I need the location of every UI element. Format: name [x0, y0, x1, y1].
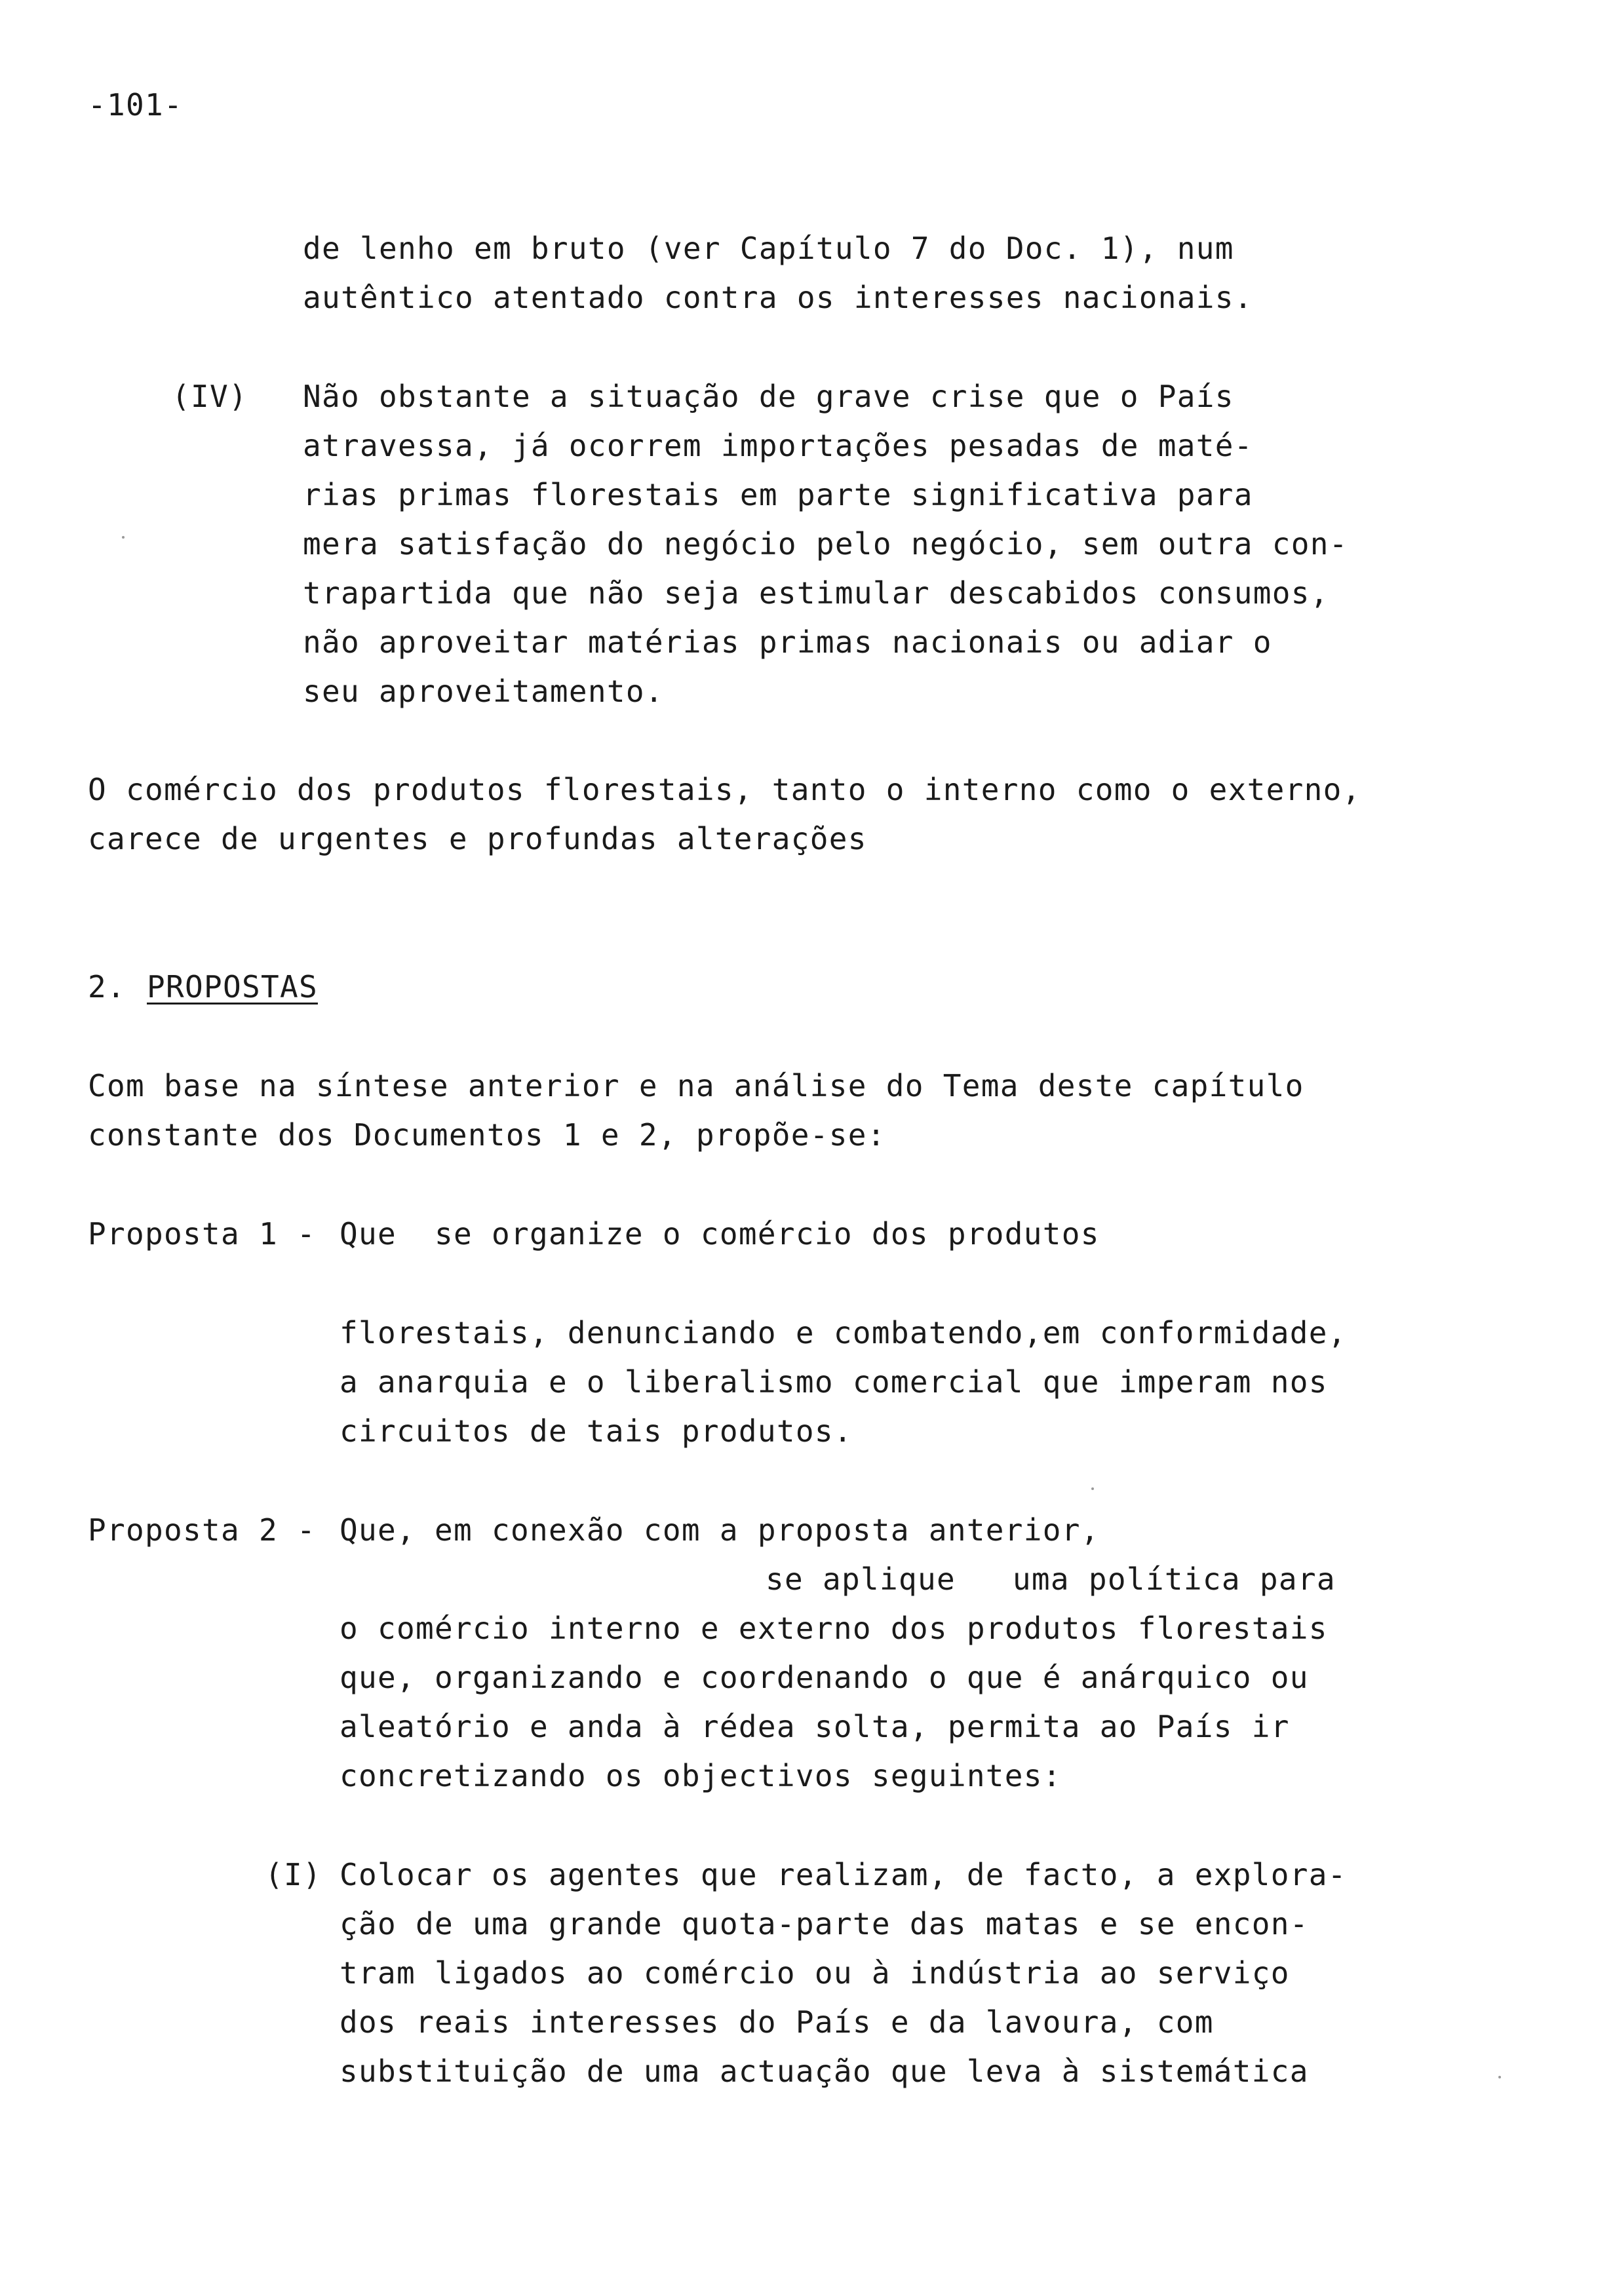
continuation-line: de lenho em bruto (ver Capítulo 7 do Doc. 1), num: [303, 231, 1234, 266]
continuation-line: autêntico atentado contra os interesses nacionais.: [303, 280, 1253, 315]
item-line: Não obstante a situação de grave crise que o País: [303, 379, 1234, 414]
scan-speck: [1498, 2076, 1501, 2078]
scan-speck: [122, 536, 125, 539]
proposal-line: Que se organize o comércio dos produtos: [340, 1216, 1100, 1252]
proposal-line: Que, em conexão com a proposta anterior,: [340, 1512, 1100, 1548]
page-number: -101-: [88, 87, 183, 123]
objective-label: (I): [265, 1857, 322, 1892]
objective-line: ção de uma grande quota-parte das matas e se encon-: [340, 1906, 1309, 1942]
item-line: atravessa, já ocorrem importações pesadas de maté-: [303, 428, 1253, 463]
proposal-label: Proposta 1 -: [88, 1216, 316, 1252]
objective-line: dos reais interesses do País e da lavoura, com: [340, 2004, 1214, 2040]
item-line: não aproveitar matérias primas nacionais ou adiar o: [303, 624, 1272, 660]
objective-line: substituição de uma actuação que leva à sistemática: [340, 2054, 1309, 2089]
item-line: seu aproveitamento.: [303, 674, 664, 709]
proposal-line: florestais, denunciando e combatendo,em conformidade,: [340, 1315, 1347, 1350]
intro-line: Com base na síntese anterior e na análise do Tema deste capítulo: [88, 1068, 1304, 1103]
item-line: trapartida que não seja estimular descabidos consumos,: [303, 575, 1329, 611]
scan-speck: [1091, 1487, 1094, 1490]
proposal-line: circuitos de tais produtos.: [340, 1413, 853, 1449]
proposal-label: Proposta 2 -: [88, 1512, 316, 1548]
proposal-line: aleatório e anda à rédea solta, permita ao País ir: [340, 1709, 1290, 1744]
section-number: 2.: [88, 969, 126, 1004]
paragraph-line: O comércio dos produtos florestais, tanto o interno como o externo,: [88, 772, 1361, 807]
objective-line: Colocar os agentes que realizam, de facto, a explora-: [340, 1857, 1347, 1892]
proposal-line: a anarquia e o liberalismo comercial que imperam nos: [340, 1364, 1328, 1400]
proposal-line: se aplique uma política para: [766, 1561, 1336, 1597]
section-title: PROPOSTAS: [147, 969, 318, 1004]
objective-line: tram ligados ao comércio ou à indústria ao serviço: [340, 1955, 1290, 1991]
intro-line: constante dos Documentos 1 e 2, propõe-se:: [88, 1117, 886, 1153]
proposal-line: concretizando os objectivos seguintes:: [340, 1758, 1062, 1793]
paragraph-line: carece de urgentes e profundas alterações: [88, 821, 867, 856]
proposal-line: que, organizando e coordenando o que é anárquico ou: [340, 1660, 1309, 1695]
proposal-line: o comércio interno e externo dos produtos florestais: [340, 1611, 1328, 1646]
item-line: rias primas florestais em parte significativa para: [303, 477, 1253, 512]
item-label: (IV): [172, 379, 248, 414]
item-line: mera satisfação do negócio pelo negócio, sem outra con-: [303, 526, 1348, 562]
